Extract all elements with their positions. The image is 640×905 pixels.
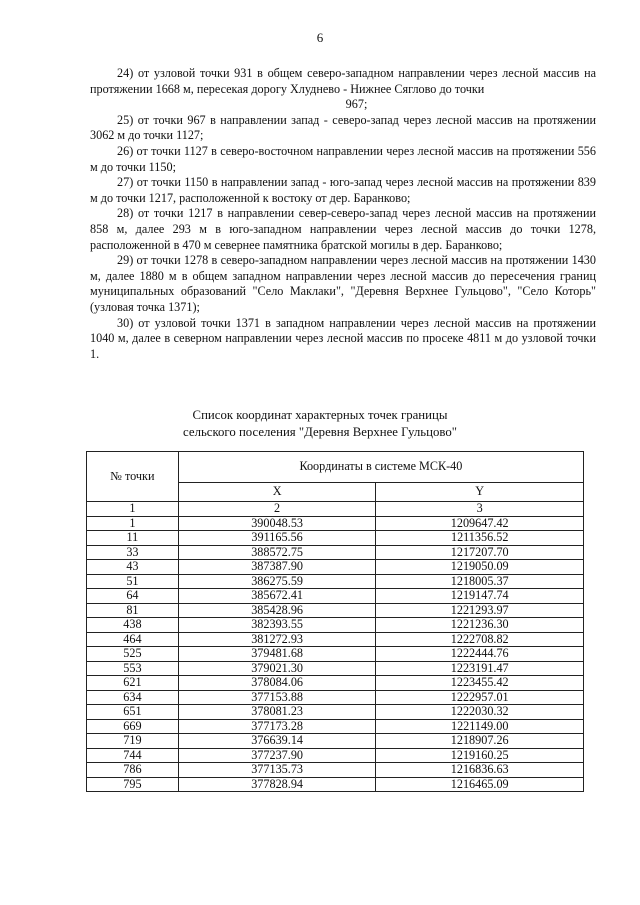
cell-point: 464 [87, 632, 179, 647]
cell-y: 1219147.74 [376, 589, 584, 604]
cell-y: 1223191.47 [376, 661, 584, 676]
paragraph-25: 25) от точки 967 в направлении запад - северо-запад через лесной массив на протяжении 3062 м до точки 1127; [90, 112, 596, 143]
cell-x: 377135.73 [178, 763, 376, 778]
cell-y: 1219050.09 [376, 560, 584, 575]
cell-point: 51 [87, 574, 179, 589]
cell-point: 621 [87, 676, 179, 691]
cell-x: 385672.41 [178, 589, 376, 604]
table-row [87, 661, 584, 676]
cell-y: 1216836.63 [376, 763, 584, 778]
cell-x: 386275.59 [178, 574, 376, 589]
table-row [87, 618, 584, 633]
table-row [87, 632, 584, 647]
cell-x: 377237.90 [178, 748, 376, 763]
page-number: 6 [316, 30, 324, 45]
cell-x: 390048.53 [178, 516, 376, 531]
header-x: X [178, 483, 376, 502]
table-row [87, 763, 584, 778]
table-row [87, 545, 584, 560]
cell-y: 1221149.00 [376, 719, 584, 734]
cell-y: 1218907.26 [376, 734, 584, 749]
cell-y: 1216465.09 [376, 777, 584, 792]
cell-x: 381272.93 [178, 632, 376, 647]
table-row [87, 777, 584, 792]
cell-point: 11 [87, 531, 179, 546]
table-row [87, 516, 584, 531]
cell-point: 744 [87, 748, 179, 763]
table-body [87, 516, 584, 792]
cell-y: 1219160.25 [376, 748, 584, 763]
paragraph-28: 28) от точки 1217 в направлении север-северо-запад через лесной массив на протяжении 858 м, далее 293 м в юго-западном направлении через лесной массив до точки 1278, расположенной в 470 м севернее памятника братской могилы в дер. Баранково; [90, 206, 596, 252]
paragraph-29: 29) от точки 1278 в северо-западном направлении через лесной массив на протяжении 1430 м, далее 1880 м в общем западном направлении через лесной массив до пересечения границ муниципальных образований "Село Маклаки", "Деревня Верхнее Гульцово", "Село Которь" (узловая точка 1371); [90, 253, 596, 314]
cell-point: 43 [87, 560, 179, 575]
cell-x: 385428.96 [178, 603, 376, 618]
cell-point: 1 [87, 516, 179, 531]
paragraph-27: 27) от точки 1150 в направлении запад - юго-запад через лесной массив на протяжении 839 м до точки 1217, расположенной к востоку от дер. Баранково; [90, 175, 596, 205]
cell-point: 438 [87, 618, 179, 633]
cell-y: 1222957.01 [376, 690, 584, 705]
paragraph-30: 30) от узловой точки 1371 в западном направлении через лесной массив на протяжении 1040 м, далее в северном направлении через лесной массив по просеке 4811 м до узловой точки 1. [90, 315, 596, 361]
cell-x: 391165.56 [178, 531, 376, 546]
cell-point: 786 [87, 763, 179, 778]
cell-point: 553 [87, 661, 179, 676]
cell-x: 376639.14 [178, 734, 376, 749]
cell-point: 651 [87, 705, 179, 720]
cell-point: 634 [87, 690, 179, 705]
paragraph-24-tail: 967; [345, 97, 368, 112]
table-row [87, 690, 584, 705]
table-row [87, 574, 584, 589]
cell-x: 387387.90 [178, 560, 376, 575]
paragraph-24-text: 24) от узловой точки 931 в общем северо-западном направлении через лесной массив на протяжении 1668 м, пересекая дорогу Хлуднево - Нижнее Сяглово до точки [90, 66, 596, 96]
cell-x: 379481.68 [178, 647, 376, 662]
cell-y: 1222708.82 [376, 632, 584, 647]
table-row [87, 531, 584, 546]
column-number-1: 1 [87, 502, 179, 517]
cell-point: 719 [87, 734, 179, 749]
header-y: Y [376, 483, 584, 502]
cell-y: 1209647.42 [376, 516, 584, 531]
body-text [90, 66, 596, 362]
paragraph-24 [90, 66, 596, 113]
cell-point: 795 [87, 777, 179, 792]
table-row [87, 647, 584, 662]
cell-x: 378084.06 [178, 676, 376, 691]
header-point: № точки [87, 452, 179, 502]
table-row [87, 589, 584, 604]
cell-y: 1217207.70 [376, 545, 584, 560]
cell-x: 378081.23 [178, 705, 376, 720]
table-row [87, 603, 584, 618]
cell-y: 1223455.42 [376, 676, 584, 691]
paragraph-26: 26) от точки 1127 в северо-восточном направлении через лесной массив на протяжении 556 м до точки 1150; [90, 143, 596, 174]
cell-point: 81 [87, 603, 179, 618]
table-caption [0, 407, 640, 441]
table-row [87, 676, 584, 691]
column-number-2: 2 [178, 502, 376, 517]
cell-x: 377153.88 [178, 690, 376, 705]
table-row [87, 748, 584, 763]
cell-y: 1222444.76 [376, 647, 584, 662]
cell-point: 64 [87, 589, 179, 604]
coordinates-table [86, 451, 584, 792]
cell-y: 1221236.30 [376, 618, 584, 633]
table-row [87, 719, 584, 734]
table-row [87, 705, 584, 720]
caption-line-2: сельского поселения "Деревня Верхнее Гульцово" [183, 425, 457, 439]
cell-point: 33 [87, 545, 179, 560]
cell-point: 525 [87, 647, 179, 662]
table-row [87, 734, 584, 749]
cell-y: 1221293.97 [376, 603, 584, 618]
cell-x: 377173.28 [178, 719, 376, 734]
cell-x: 388572.75 [178, 545, 376, 560]
header-coords: Координаты в системе МСК-40 [178, 452, 583, 483]
cell-x: 379021.30 [178, 661, 376, 676]
table-row [87, 560, 584, 575]
caption-line-1: Список координат характерных точек границы [192, 408, 448, 422]
cell-y: 1211356.52 [376, 531, 584, 546]
cell-x: 382393.55 [178, 618, 376, 633]
cell-x: 377828.94 [178, 777, 376, 792]
column-number-3: 3 [376, 502, 584, 517]
cell-y: 1218005.37 [376, 574, 584, 589]
cell-point: 669 [87, 719, 179, 734]
cell-y: 1222030.32 [376, 705, 584, 720]
